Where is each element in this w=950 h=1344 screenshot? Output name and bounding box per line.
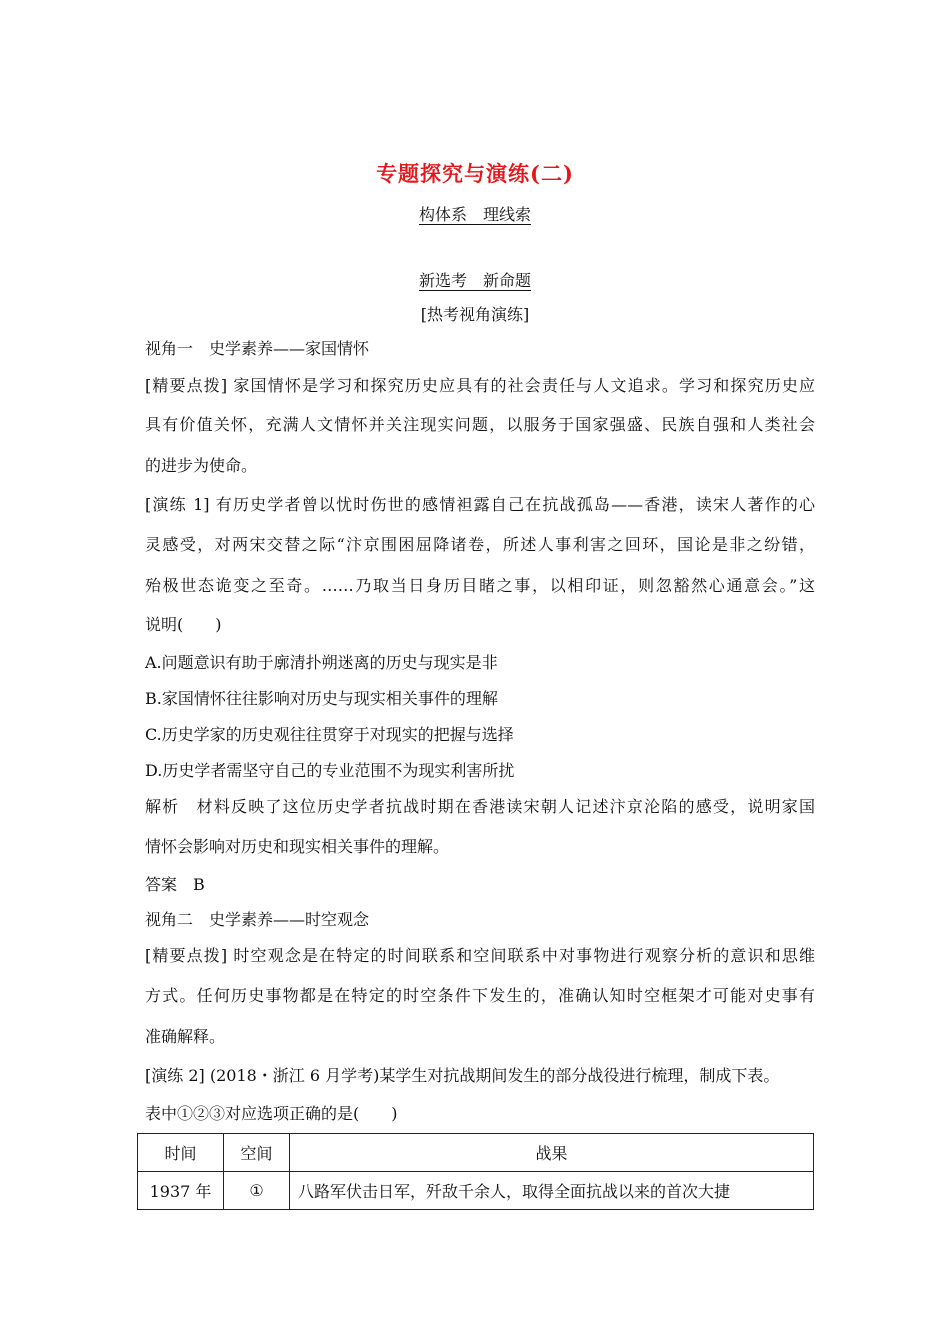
table-cell: ① [224,1172,290,1210]
angle2-tip-line: 准确解释。 [145,1027,226,1046]
angle1-tip-line: [精要点拨] 家国情怀是学习和探究历史应具有的社会责任与人文追求。学习和探究历史应 [145,376,815,395]
table-header-cell: 空间 [224,1134,290,1172]
question1-line: 灵感受，对两宋交替之际“汴京围困屈降诸卷，所述人事利害之回环，国论是非之纷错， [145,535,815,554]
angle2-tip-line: 方式。任何历史事物都是在特定的时空条件下发生的，准确认知时空框架才可能对史事有 [145,986,815,1005]
battle-table [137,1133,814,1210]
subtitle-system: 构体系 理线索 [418,205,531,224]
question2-line: 表中①②③对应选项正确的是( ) [145,1104,398,1123]
question2-line: [演练 2] (2018・浙江 6 月学考)某学生对抗战期间发生的部分战役进行梳理，制成下表。 [145,1066,780,1085]
subtitle-new-exam: 新选考 新命题 [418,271,531,290]
table-header-cell: 战果 [290,1134,814,1172]
question1-line: 殆极世态诡变之至奇。……乃取当日身历目睹之事，以相印证，则忽豁然心通意会。”这 [145,576,815,595]
table-header-row [138,1134,814,1172]
option-b: B.家国情怀往往影响对历史与现实相关事件的理解 [145,689,498,708]
option-a: A.问题意识有助于廓清扑朔迷离的历史与现实是非 [145,653,498,672]
option-c: C.历史学家的历史观往往贯穿于对现实的把握与选择 [145,725,514,744]
answer: 答案 B [145,875,205,894]
question1-line: 说明( ) [145,615,222,634]
page-title: 专题探究与演练(二) [376,161,574,186]
analysis-line: 解析 材料反映了这位历史学者抗战时期在香港读宋朝人记述汴京沦陷的感受，说明家国 [145,797,815,816]
question1-line: [演练 1] 有历史学者曾以忧时伤世的感情袒露自己在抗战孤岛——香港，读宋人著作的心 [145,495,815,514]
table-cell: 1937 年 [138,1172,224,1210]
angle2-tip-line: [精要点拨] 时空观念是在特定的时间联系和空间联系中对事物进行观察分析的意识和思维 [145,946,815,965]
table-cell: 八路军伏击日军，歼敌千余人，取得全面抗战以来的首次大捷 [290,1172,814,1210]
analysis-line: 情怀会影响对历史和现实相关事件的理解。 [145,837,450,856]
angle1-tip-line: 的进步为使命。 [145,456,258,475]
section-label: [热考视角演练] [420,305,530,324]
angle1-tip-line: 具有价值关怀，充满人文情怀并关注现实问题，以服务于国家强盛、民族自强和人类社会 [145,415,815,434]
option-d: D.历史学者需坚守自己的专业范围不为现实利害所扰 [145,761,515,780]
angle1-heading: 视角一 史学素养——家国情怀 [145,339,370,358]
table-row [138,1172,814,1210]
table-header-cell: 时间 [138,1134,224,1172]
angle2-heading: 视角二 史学素养——时空观念 [145,910,370,929]
